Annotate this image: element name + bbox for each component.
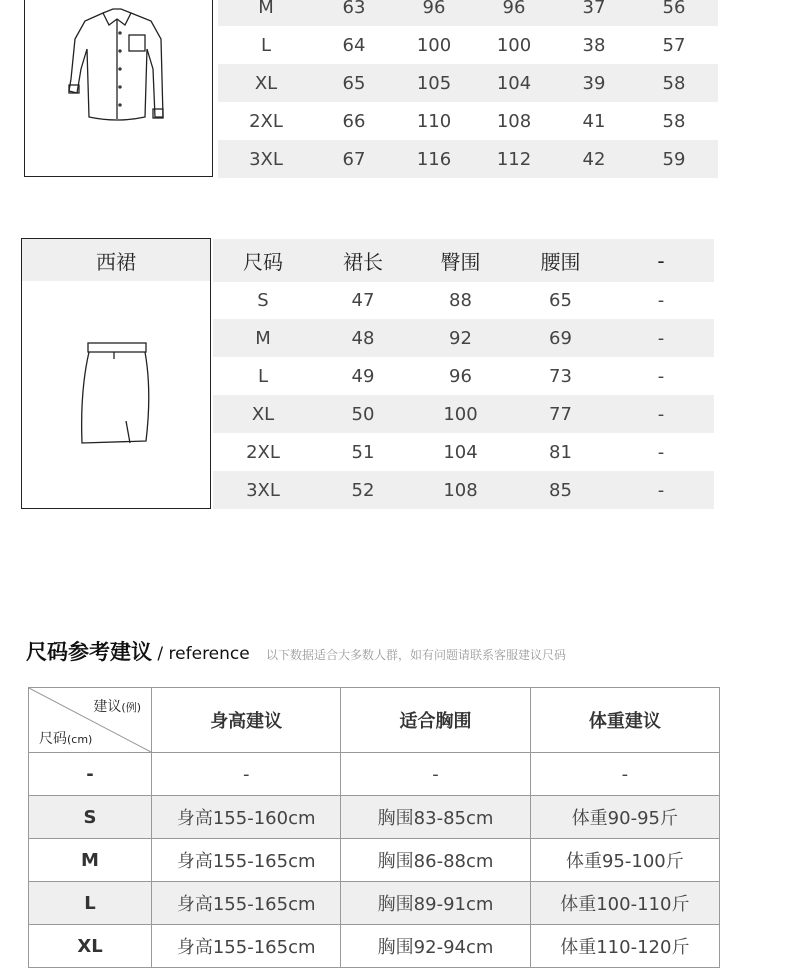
weight-cell: -: [530, 753, 719, 796]
size-cell: M: [255, 327, 271, 349]
value-cell: 67: [342, 148, 366, 170]
size-cell: XL: [29, 925, 152, 968]
column-header: 裙长: [343, 250, 383, 274]
value-cell: 96: [449, 365, 472, 387]
value-cell: 116: [416, 148, 452, 170]
skirt-title: 西裙: [22, 239, 210, 281]
height-cell: 身高155-160cm: [152, 796, 341, 839]
chest-cell: -: [341, 753, 530, 796]
reference-row: [29, 882, 720, 925]
value-cell: 69: [549, 327, 572, 349]
column-header-weight: 体重建议: [530, 688, 719, 753]
reference-title-en: reference: [168, 644, 250, 664]
value-cell: -: [657, 365, 665, 387]
size-cell: 3XL: [249, 148, 283, 170]
column-header: 尺码: [243, 250, 283, 274]
size-cell: S: [257, 289, 269, 311]
value-cell: 58: [662, 72, 686, 94]
reference-title: [26, 636, 250, 666]
reference-row: [29, 839, 720, 882]
height-cell: 身高155-165cm: [152, 925, 341, 968]
value-cell: 108: [496, 110, 532, 132]
value-cell: 104: [496, 72, 532, 94]
value-cell: 92: [449, 327, 472, 349]
value-cell: -: [657, 403, 665, 425]
value-cell: 108: [443, 479, 478, 501]
value-cell: 100: [443, 403, 478, 425]
skirt-table-row: [213, 433, 714, 471]
shirt-table-row: [218, 64, 718, 102]
size-cell: XL: [251, 403, 275, 425]
chest-cell: 胸围83-85cm: [341, 796, 530, 839]
value-cell: 66: [342, 110, 366, 132]
value-cell: 39: [582, 72, 606, 94]
size-cell: L: [257, 365, 269, 387]
value-cell: 81: [549, 441, 572, 463]
value-cell: 57: [662, 34, 686, 56]
value-cell: 41: [582, 110, 606, 132]
value-cell: 42: [582, 148, 606, 170]
shirt-icon: [25, 0, 212, 176]
column-header: -: [657, 248, 665, 273]
corner-top-small: (例): [121, 701, 141, 714]
value-cell: -: [657, 327, 665, 349]
value-cell: 51: [351, 441, 375, 463]
weight-cell: 体重100-110斤: [530, 882, 719, 925]
size-cell: S: [29, 796, 152, 839]
shirt-table-row: [218, 26, 718, 64]
height-cell: 身高155-165cm: [152, 839, 341, 882]
weight-cell: 体重90-95斤: [530, 796, 719, 839]
value-cell: 63: [342, 0, 366, 18]
size-cell: M: [258, 0, 274, 18]
corner-bottom-text: 尺码: [39, 731, 67, 747]
size-cell: 3XL: [246, 479, 280, 501]
value-cell: 100: [416, 34, 452, 56]
value-cell: 64: [342, 34, 366, 56]
value-cell: 110: [416, 110, 452, 132]
weight-cell: 体重95-100斤: [530, 839, 719, 882]
size-cell: -: [29, 753, 152, 796]
value-cell: 77: [549, 403, 572, 425]
reference-table: [28, 687, 720, 968]
size-cell: 2XL: [246, 441, 280, 463]
corner-top-text: 建议: [93, 699, 122, 715]
value-cell: 47: [351, 289, 375, 311]
value-cell: 48: [351, 327, 375, 349]
size-cell: L: [260, 34, 272, 56]
value-cell: -: [657, 441, 665, 463]
value-cell: 58: [662, 110, 686, 132]
column-header: 臀围: [440, 250, 481, 274]
corner-top-label: [93, 696, 141, 716]
reference-row: [29, 753, 720, 796]
skirt-table-header: [213, 239, 714, 282]
chest-cell: 胸围92-94cm: [341, 925, 530, 968]
value-cell: 85: [549, 479, 572, 501]
value-cell: 59: [662, 148, 686, 170]
reference-title-cn: 尺码参考建议: [26, 640, 152, 664]
value-cell: 88: [449, 289, 472, 311]
value-cell: 105: [416, 72, 452, 94]
value-cell: 49: [351, 365, 375, 387]
value-cell: 100: [496, 34, 532, 56]
shirt-table-row: [218, 140, 718, 178]
shirt-table-row: [218, 102, 718, 140]
size-cell: L: [29, 882, 152, 925]
column-header-chest: 适合胸围: [341, 688, 530, 753]
skirt-table-row: [213, 281, 714, 319]
size-cell: M: [29, 839, 152, 882]
value-cell: 37: [582, 0, 606, 18]
value-cell: 50: [351, 403, 375, 425]
reference-note: 以下数据适合大多数人群，如有问题请联系客服建议尺码: [266, 648, 567, 662]
value-cell: 56: [662, 0, 686, 18]
corner-cell: [29, 688, 152, 753]
value-cell: 112: [496, 148, 532, 170]
value-cell: 38: [582, 34, 606, 56]
skirt-icon: [22, 281, 210, 508]
value-cell: 73: [549, 365, 572, 387]
skirt-table-row: [213, 357, 714, 395]
reference-row: [29, 796, 720, 839]
chest-cell: 胸围86-88cm: [341, 839, 530, 882]
value-cell: 52: [351, 479, 375, 501]
value-cell: 96: [502, 0, 526, 18]
value-cell: -: [657, 479, 665, 501]
weight-cell: 体重110-120斤: [530, 925, 719, 968]
size-cell: 2XL: [249, 110, 283, 132]
corner-bottom-small: (cm): [67, 733, 93, 746]
reference-title-separator: /: [152, 644, 169, 664]
chest-cell: 胸围89-91cm: [341, 882, 530, 925]
value-cell: -: [657, 289, 665, 311]
size-cell: XL: [254, 72, 278, 94]
column-header: 腰围: [540, 250, 581, 274]
skirt-table-row: [213, 471, 714, 509]
column-header-height: 身高建议: [152, 688, 341, 753]
shirt-image-box: [24, 0, 213, 177]
shirt-table-row: [218, 0, 718, 26]
value-cell: 104: [443, 441, 478, 463]
value-cell: 65: [342, 72, 366, 94]
value-cell: 96: [422, 0, 446, 18]
skirt-table-row: [213, 319, 714, 357]
reference-row: [29, 925, 720, 968]
value-cell: 65: [549, 289, 572, 311]
height-cell: -: [152, 753, 341, 796]
reference-table-header: [29, 688, 720, 753]
corner-bottom-label: [39, 728, 92, 748]
skirt-table-row: [213, 395, 714, 433]
height-cell: 身高155-165cm: [152, 882, 341, 925]
